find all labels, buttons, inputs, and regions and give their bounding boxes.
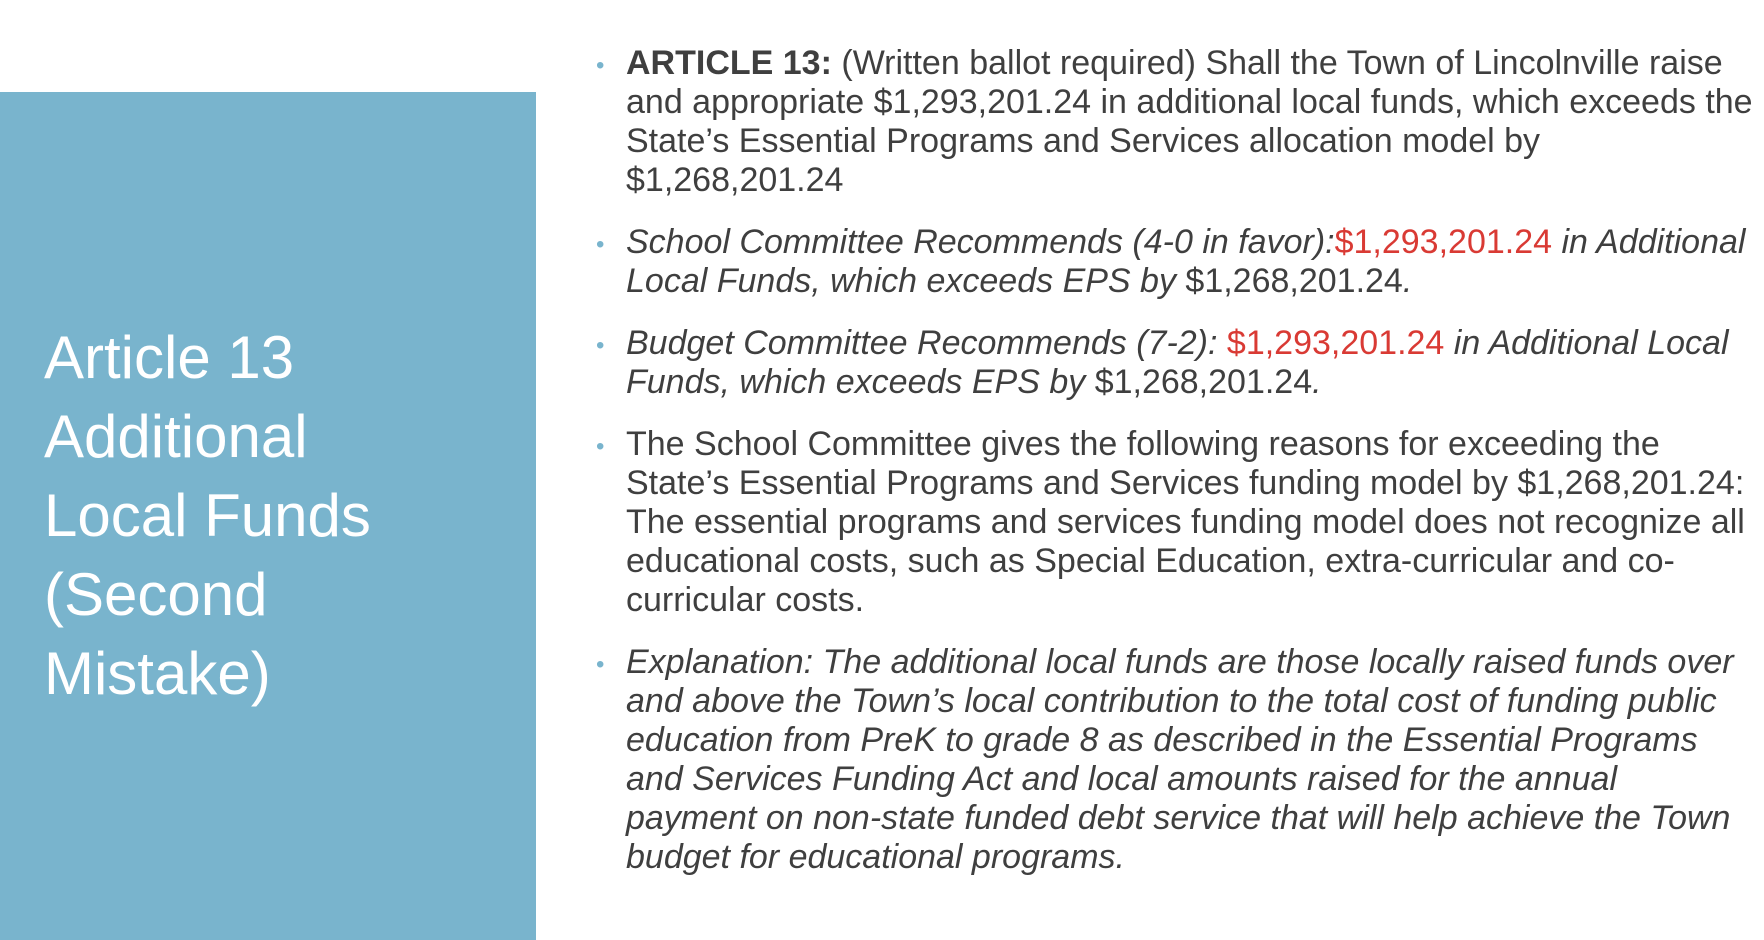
bullet-dot-icon: •: [596, 433, 605, 460]
bullet-dot-icon: •: [596, 332, 605, 359]
bullet-dot-icon: •: [596, 651, 605, 678]
title-line: (Second: [44, 561, 268, 628]
school-committee-difference: $1,268,201.24: [1185, 262, 1403, 300]
bullet-school-committee: [596, 223, 1756, 301]
school-committee-mid: in Additional Local Funds, which exceeds EPS by: [626, 223, 1746, 300]
bullet-text: [626, 44, 1756, 200]
title-line: Additional: [44, 403, 308, 470]
bullet-reasons: [596, 425, 1756, 620]
bullet-dot-icon: •: [596, 52, 605, 79]
school-committee-amount: $1,293,201.24: [1334, 223, 1553, 261]
article-body: (Written ballot required) Shall the Town of Lincolnville raise and appropriate $1,293,201.24 in additional local funds, which exceeds the State’s Essential Programs and Services allocation model by $1,268,201.24: [626, 44, 1753, 199]
slide-title: [44, 318, 524, 713]
bullet-article: [596, 44, 1756, 200]
bullet-explanation: [596, 643, 1756, 877]
bullet-text: [626, 324, 1756, 402]
title-line: Article 13: [44, 324, 295, 391]
article-label: ARTICLE 13:: [626, 44, 832, 82]
budget-committee-amount: $1,293,201.24: [1226, 324, 1445, 362]
budget-committee-difference: $1,268,201.24: [1094, 363, 1313, 401]
reasons-text: The School Committee gives the following reasons for exceeding the State’s Essential Programs and Services funding model by $1,268,201.24: The essential programs and services funding model does not recognize all educational costs, such as Special Education, extra-curricular and co-curricular costs.: [626, 425, 1745, 619]
bullet-text: [626, 223, 1756, 301]
title-line: Mistake): [44, 640, 271, 707]
bullet-budget-committee: [596, 324, 1756, 402]
budget-committee-end: .: [1312, 363, 1322, 401]
title-line: Local Funds: [44, 482, 371, 549]
school-committee-label: School Committee Recommends (4-0 in favor):: [626, 223, 1335, 261]
explanation-text: Explanation: The additional local funds are those locally raised funds over and above the Town’s local contribution to the total cost of funding public education from PreK to grade 8 as described in the Essential Programs and Services Funding Act and local amounts raised for the annual payment on non-state funded debt service that will help achieve the Town budget for educational programs.: [626, 643, 1734, 876]
budget-committee-mid: in Additional Local Funds, which exceeds EPS by: [626, 324, 1729, 401]
bullet-dot-icon: •: [596, 231, 605, 258]
bullet-list: [596, 44, 1756, 877]
budget-committee-label: Budget Committee Recommends (7-2):: [626, 324, 1227, 362]
school-committee-end: .: [1402, 262, 1413, 300]
